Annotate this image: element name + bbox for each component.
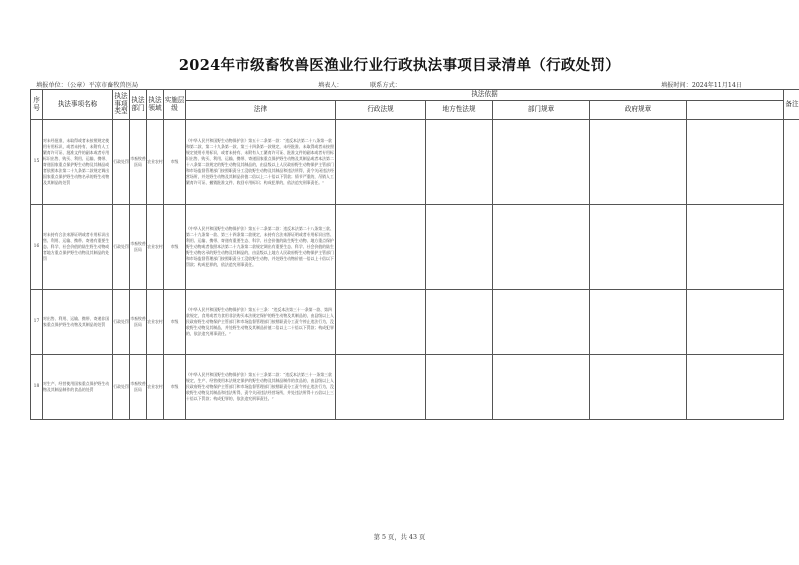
- row-gov-rule: [590, 355, 687, 420]
- row-remark: [687, 290, 784, 355]
- filing-unit: 填报单位：（公章）平凉市畜牧兽医局: [36, 82, 139, 89]
- header-field: 执法领域: [147, 90, 164, 120]
- row-admin-reg: [336, 290, 426, 355]
- row-field: 农业农村: [147, 290, 164, 355]
- row-item-name: 对生产、经营使用国家重点保护野生动物及其制品制作的食品的处罚: [43, 355, 113, 420]
- row-dept-rule: [493, 290, 590, 355]
- row-dept-rule: [493, 120, 590, 205]
- row-level: 市级: [164, 120, 186, 205]
- page-number: 第 5 页，共 43 页: [373, 534, 426, 541]
- header-admin-reg: 行政法规: [336, 101, 426, 120]
- row-local-reg: [426, 290, 493, 355]
- row-gov-rule: [590, 120, 687, 205]
- row-law: 《中华人民共和国野生动物保护法》第五十二条第一款：“违反本法第二十八条第一款和第二款、第二十九条第一款、第三十四条第一款规定，未经批准、未取得或者未按照规定使用专用标识，或者未持有、未附有人工繁育许可证、批准文件的副本或者专用标识出售、购买、利用、运输、携带、寄递国家重点保护野生动物及其制品或者本法第二十八条第二款规定的野生动物及其制品的，由县级以上人民政府野生动物保护主管部门和市场监督管理部门按照职责分工没收野生动物及其制品和违法所得，责令关闭违法经营场所，并处野生动物及其制品价值二倍以上二十倍以下罚款；情节严重的，吊销人工繁育许可证、撤销批准文件、收回专用标识；构成犯罪的，依法追究刑事责任。”: [186, 120, 336, 205]
- row-item-name: 对出售、利用、运输、携带、寄递非国家重点保护野生动物及其制品的处罚: [43, 290, 113, 355]
- row-remark: [687, 355, 784, 420]
- row-admin-reg: [336, 120, 426, 205]
- row-dept: 市畜牧兽医局: [130, 355, 147, 420]
- table-row: [31, 205, 799, 290]
- row-dept: 市畜牧兽医局: [130, 290, 147, 355]
- header-remark: 备注: [784, 90, 799, 120]
- table-row: [31, 120, 799, 205]
- row-gov-rule: [590, 290, 687, 355]
- row-remark: [687, 120, 784, 205]
- header-basis: 执法依据: [186, 90, 784, 101]
- filing-date: 填报时间：2024年11月14日: [661, 82, 742, 89]
- enforcement-items-table: [30, 89, 799, 420]
- header-gov-rule: 政府规章: [590, 101, 687, 120]
- header-dept: 执法部门: [130, 90, 147, 120]
- row-no: 18: [31, 355, 43, 420]
- row-item-name: 对未持有合法来源证明或者专用标识出售、利用、运输、携带、寄递有重要生态、科学、社会价值的陆生野生动物或者地方重点保护野生动物及其制品的处罚: [43, 205, 113, 290]
- row-dept: 市畜牧兽医局: [130, 205, 147, 290]
- row-level: 市级: [164, 205, 186, 290]
- row-field: 农业农村: [147, 120, 164, 205]
- row-field: 农业农村: [147, 355, 164, 420]
- row-dept-rule: [493, 205, 590, 290]
- page-title: 2024年市级畜牧兽医渔业行业行政执法事项目录清单（行政处罚）: [178, 57, 621, 74]
- row-type: 行政处罚: [113, 290, 130, 355]
- row-level: 市级: [164, 290, 186, 355]
- row-local-reg: [426, 120, 493, 205]
- row-law: 《中华人民共和国野生动物保护法》第五十三条：“违反本法第三十一条第一款、第四款规定，食用或者为食用非法购买本法规定保护的野生动物及其制品的，由县级以上人民政府野生动物保护主管部门和市场监督管理部门按照职责分工责令停止违法行为，没收野生动物及其制品，并处野生动物及其制品价值二倍以上二十倍以下罚款；构成犯罪的，依法追究刑事责任。”: [186, 290, 336, 355]
- row-law: 《中华人民共和国野生动物保护法》第五十三条第二款：“违反本法第三十一条第三款规定，生产、经营使用本法规定保护的野生动物及其制品制作的食品的，由县级以上人民政府野生动物保护主管部门和市场监督管理部门按照职责分工责令停止违法行为，没收野生动物及其制品和违法所得，责令关闭违法经营场所，并处违法所得十五倍以上三十倍以下罚款；构成犯罪的，依法追究刑事责任。”: [186, 355, 336, 420]
- row-gov-rule: [590, 205, 687, 290]
- header-level: 实施层级: [164, 90, 186, 120]
- row-level: 市级: [164, 355, 186, 420]
- row-law: 《中华人民共和国野生动物保护法》第五十二条第二款：违反本法第二十八条第三款、第二十九条第一款、第三十四条第二款规定，未持有合法来源证明或者专用标识出售、利用、运输、携带、寄递有重要生态、科学、社会价值的陆生野生动物、地方重点保护野生动物或者依照本法第二十九条第二款规定调出有重要生态、科学、社会价值的陆生野生动物名录的野生动物及其制品的，由县级以上地方人民政府野生动物保护主管部门和市场监督管理部门按照职责分工没收野生动物，并处野生动物价值一倍以上十倍以下罚款；构成犯罪的，依法追究刑事责任。: [186, 205, 336, 290]
- row-type: 行政处罚: [113, 120, 130, 205]
- row-no: 17: [31, 290, 43, 355]
- row-admin-reg: [336, 355, 426, 420]
- row-item-name: 对未经批准，未取得或者未按照规定使用专用标识，或者未持有、未附有人工繁育许可证、批准文件的副本或者专用标识出售、购买、利用、运输、携带、寄递国家重点保护野生动物及其制品或者依照本法第二十九条第二款规定调出国家重点保护野生动物名录的野生动物及其制品的处罚: [43, 120, 113, 205]
- row-admin-reg: [336, 205, 426, 290]
- header-local-reg: 地方性法规: [426, 101, 493, 120]
- header-type: 执法事项类型: [113, 90, 130, 120]
- table-row: [31, 290, 799, 355]
- row-local-reg: [426, 205, 493, 290]
- row-type: 行政处罚: [113, 355, 130, 420]
- header-no: 序号: [31, 90, 43, 120]
- row-local-reg: [426, 355, 493, 420]
- row-dept-rule: [493, 355, 590, 420]
- row-dept: 市畜牧兽医局: [130, 120, 147, 205]
- header-dept-rule: 部门规章: [493, 101, 590, 120]
- filler-label: 填表人：: [318, 82, 343, 89]
- row-no: 16: [31, 205, 43, 290]
- table-row: [31, 355, 799, 420]
- row-remark: [687, 205, 784, 290]
- contact-label: 联系方式：: [370, 82, 401, 89]
- header-law: 法律: [186, 101, 336, 120]
- row-no: 15: [31, 120, 43, 205]
- row-type: 行政处罚: [113, 205, 130, 290]
- header-name: 执法事项名称: [43, 90, 113, 120]
- row-field: 农业农村: [147, 205, 164, 290]
